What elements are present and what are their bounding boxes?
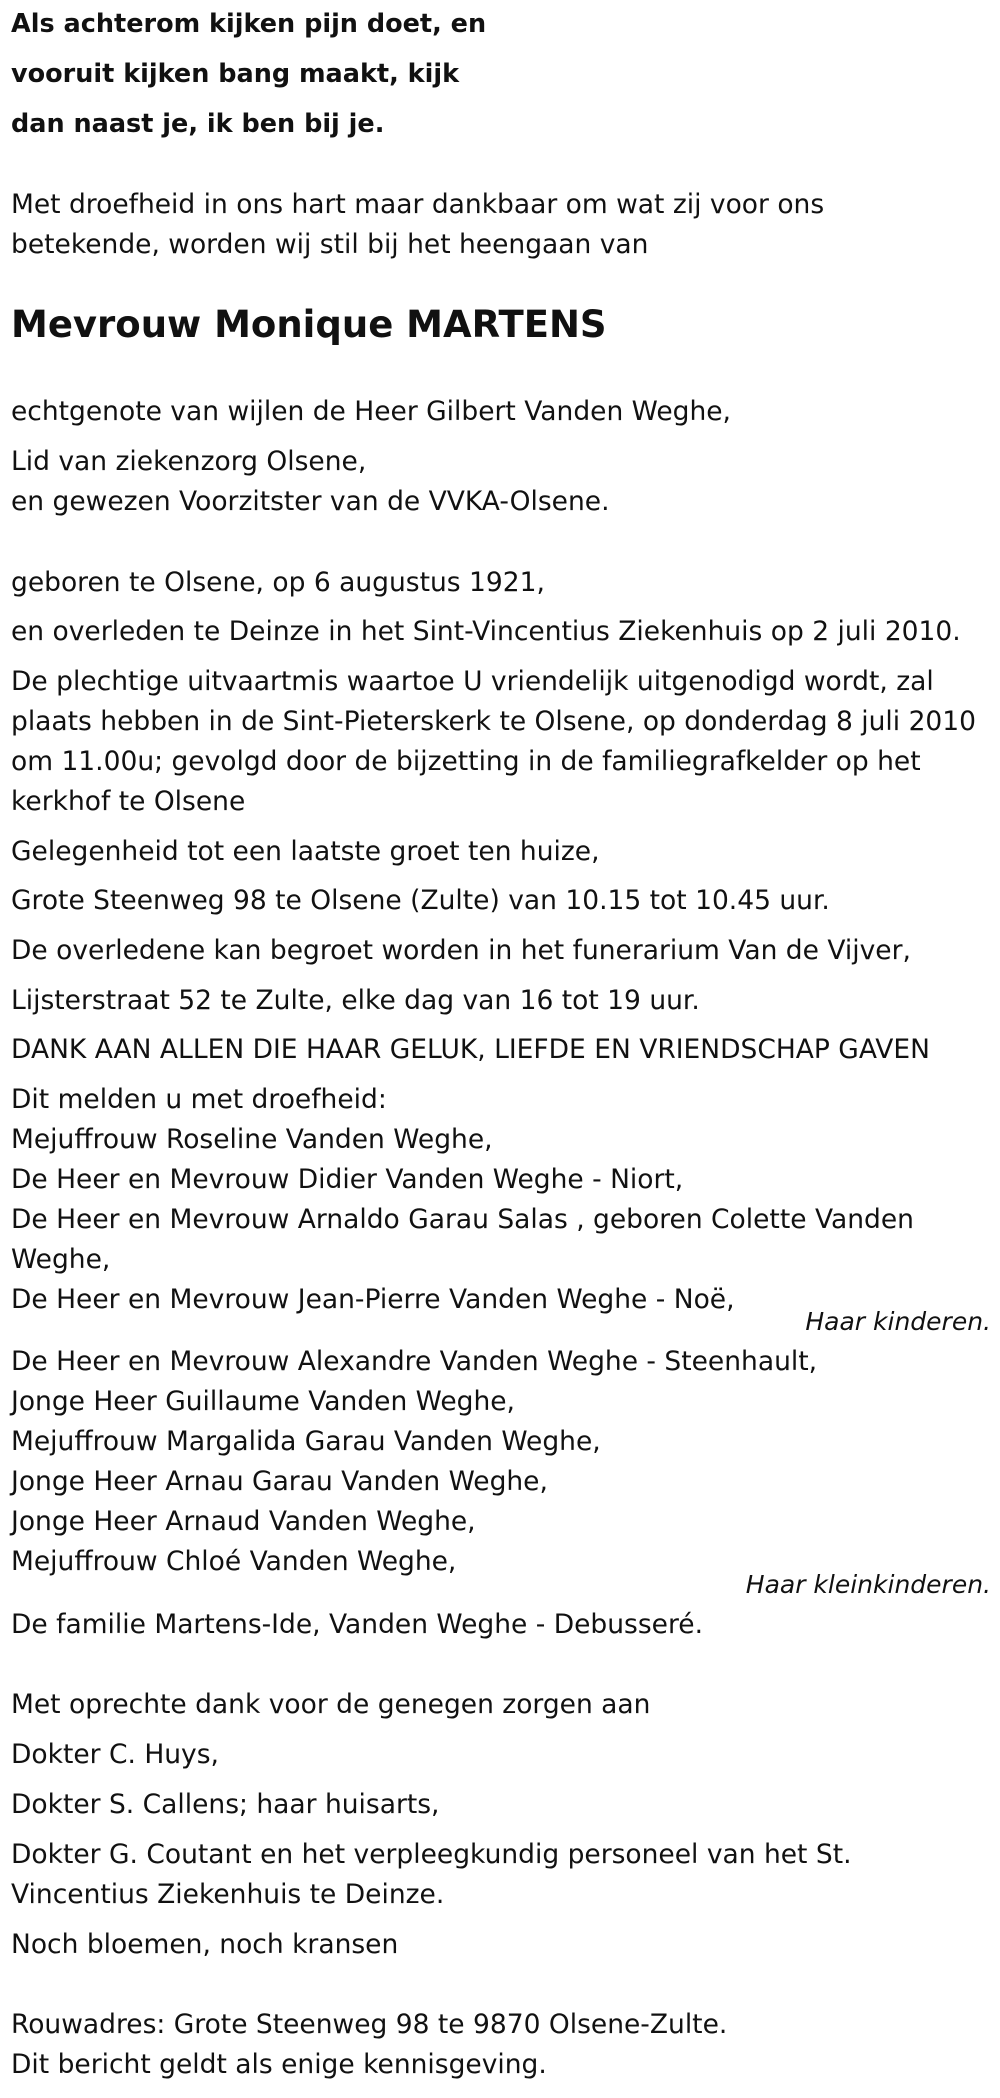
- grandchild-line: Jonge Heer Arnau Garau Vanden Weghe,: [11, 1466, 548, 1497]
- poem-line: Als achterom kijken pijn doet, en: [11, 9, 487, 39]
- child-line: Weghe,: [11, 1244, 111, 1275]
- grandchild-line: Jonge Heer Arnaud Vanden Weghe,: [11, 1506, 476, 1537]
- thanks-line: Met oprechte dank voor de genegen zorgen aan: [11, 1689, 651, 1720]
- child-line: De Heer en Mevrouw Didier Vanden Weghe - Niort,: [11, 1164, 684, 1195]
- funeral-line: kerkhof te Olsene: [11, 786, 246, 817]
- membership-line: Lid van ziekenzorg Olsene,: [11, 446, 367, 477]
- flowers-line: Noch bloemen, noch kransen: [11, 1929, 399, 1960]
- child-line: De Heer en Mevrouw Jean-Pierre Vanden Weghe - Noë,: [11, 1284, 735, 1315]
- funerarium-line: Lijsterstraat 52 te Zulte, elke dag van 16 tot 19 uur.: [11, 985, 700, 1016]
- gratitude-line: DANK AAN ALLEN DIE HAAR GELUK, LIEFDE EN VRIENDSCHAP GAVEN: [11, 1034, 930, 1065]
- funeral-line: om 11.00u; gevolgd door de bijzetting in de familiegrafkelder op het: [11, 746, 921, 777]
- farewell-line: Gelegenheid tot een laatste groet ten huize,: [11, 836, 600, 867]
- membership-line: en gewezen Voorzitster van de VVKA-Olsene.: [11, 486, 610, 517]
- funeral-line: De plechtige uitvaartmis waartoe U vriendelijk uitgenodigd wordt, zal: [11, 666, 934, 697]
- family-line: De familie Martens-Ide, Vanden Weghe - Debusseré.: [11, 1609, 703, 1640]
- announcers-intro: Dit melden u met droefheid:: [11, 1084, 387, 1115]
- thanks-line: Vincentius Ziekenhuis te Deinze.: [11, 1879, 445, 1910]
- birth-line: geboren te Olsene, op 6 augustus 1921,: [11, 567, 545, 598]
- death-line: en overleden te Deinze in het Sint-Vincentius Ziekenhuis op 2 juli 2010.: [11, 616, 961, 647]
- intro-line: betekende, worden wij stil bij het heengaan van: [11, 229, 649, 260]
- children-label: Haar kinderen.: [805, 1307, 991, 1336]
- deceased-name: Mevrouw Monique MARTENS: [11, 303, 607, 346]
- grandchild-line: De Heer en Mevrouw Alexandre Vanden Weghe - Steenhault,: [11, 1346, 818, 1377]
- child-line: De Heer en Mevrouw Arnaldo Garau Salas , geboren Colette Vanden: [11, 1204, 914, 1235]
- poem-line: dan naast je, ik ben bij je.: [11, 109, 385, 139]
- thanks-line: Dokter S. Callens; haar huisarts,: [11, 1789, 440, 1820]
- grandchild-line: Jonge Heer Guillaume Vanden Weghe,: [11, 1386, 515, 1417]
- funeral-line: plaats hebben in de Sint-Pieterskerk te Olsene, op donderdag 8 juli 2010: [11, 706, 977, 737]
- intro-line: Met droefheid in ons hart maar dankbaar om wat zij voor ons: [11, 189, 825, 220]
- grandchild-line: Mejuffrouw Margalida Garau Vanden Weghe,: [11, 1426, 601, 1457]
- spouse-line: echtgenote van wijlen de Heer Gilbert Vanden Weghe,: [11, 396, 731, 427]
- child-line: Mejuffrouw Roseline Vanden Weghe,: [11, 1124, 493, 1155]
- farewell-line: Grote Steenweg 98 te Olsene (Zulte) van 10.15 tot 10.45 uur.: [11, 885, 830, 916]
- funerarium-line: De overledene kan begroet worden in het funerarium Van de Vijver,: [11, 935, 911, 966]
- thanks-line: Dokter G. Coutant en het verpleegkundig personeel van het St.: [11, 1839, 852, 1870]
- poem-line: vooruit kijken bang maakt, kijk: [11, 59, 460, 89]
- grandchild-line: Mejuffrouw Chloé Vanden Weghe,: [11, 1546, 457, 1577]
- address-line: Rouwadres: Grote Steenweg 98 te 9870 Olsene-Zulte.: [11, 2009, 728, 2040]
- thanks-line: Dokter C. Huys,: [11, 1739, 219, 1770]
- notice-line: Dit bericht geldt als enige kennisgeving.: [11, 2049, 547, 2080]
- grandchildren-label: Haar kleinkinderen.: [745, 1570, 991, 1599]
